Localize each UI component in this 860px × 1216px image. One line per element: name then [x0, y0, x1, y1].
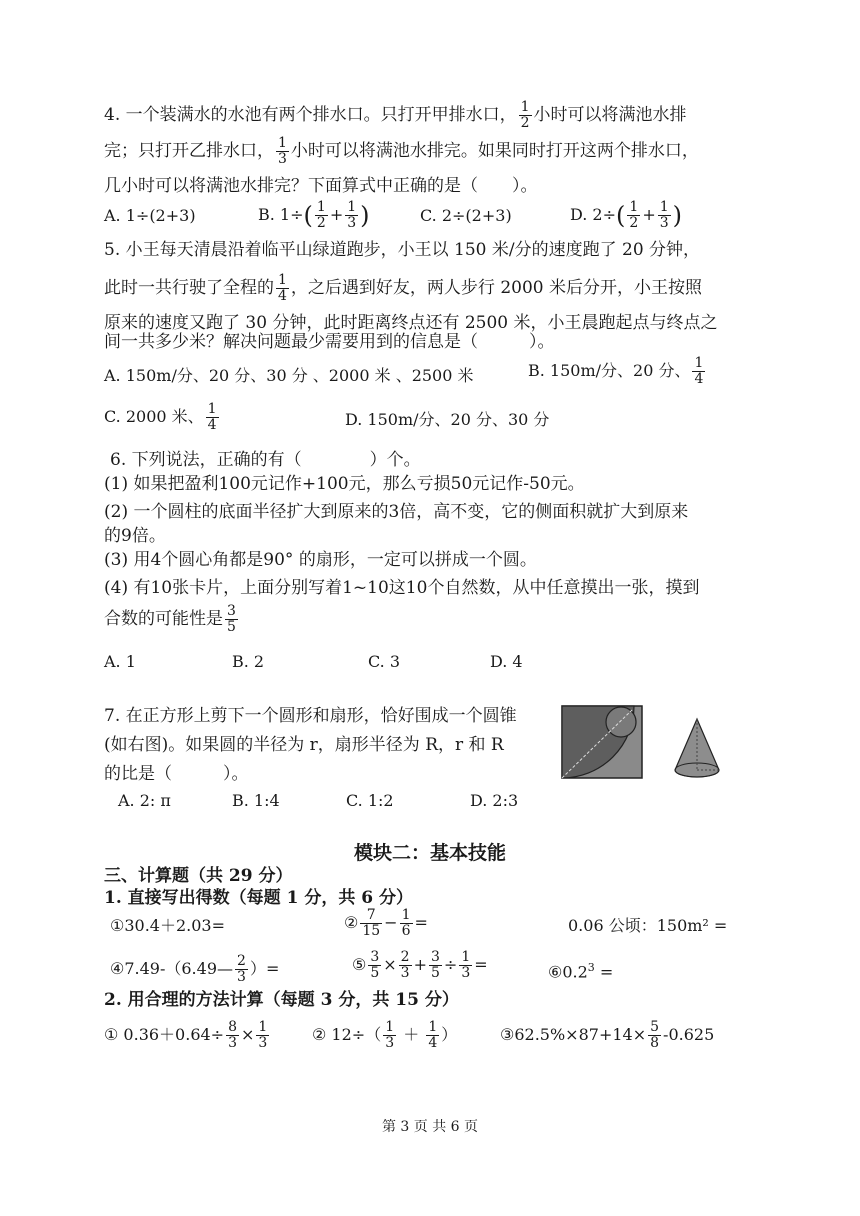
q6-statement-2b: 的9倍。	[104, 526, 166, 546]
q4-option-c: C. 2÷(2+3)	[420, 206, 512, 225]
q4-option-b: B. 1÷( $\frac{1}{2}$ + $\frac{1}{3}$ )	[258, 199, 370, 231]
q5-option-d: D. 150m/分、20 分、30 分	[345, 410, 550, 429]
q7-option-b: B. 1:4	[232, 791, 280, 810]
fraction: $\frac{1}{2}$	[520, 99, 530, 131]
q6-option-a: A. 1	[104, 652, 136, 671]
fraction: $\frac{1}{3}$	[278, 135, 287, 167]
q4-option-d: D. 2÷( $\frac{1}{2}$ + $\frac{1}{3}$ )	[570, 199, 683, 231]
q7-option-a: A. 2: π	[118, 791, 171, 810]
q7-line3: 的比是（ ）。	[104, 764, 249, 784]
cone-figure	[672, 716, 722, 780]
q6-statement-4a: (4) 有10张卡片，上面分别写着1~10这10个自然数，从中任意摸出一张，摸到	[104, 578, 700, 598]
q7-line2: (如右图)。如果圆的半径为 r，扇形半径为 R，r 和 R	[104, 735, 504, 755]
q5-option-a: A. 150m/分、20 分、30 分 、2000 米 、2500 米	[104, 366, 474, 385]
q6-statement-1: (1) 如果把盈利100元记作+100元，那么亏损50元记作-50元。	[104, 474, 585, 494]
q5-option-b: B. 150m/分、20 分、 $\frac{1}{4}$	[528, 355, 704, 387]
q6-statement-4b: 合数的可能性是 $\frac{3}{5}$	[104, 603, 236, 635]
q6-statement-2a: (2) 一个圆柱的底面半径扩大到原来的3倍，高不变，它的侧面积就扩大到原来	[104, 502, 689, 522]
calc-4: ④7.49-（6.49— $\frac{2}{3}$ ）=	[110, 953, 280, 985]
q4-option-a: A. 1÷(2+3)	[104, 206, 196, 225]
calc-6: $⑥0.2^3$ =	[548, 961, 614, 982]
q4-line3: 几小时可以将满池水排完？下面算式中正确的是（ ）。	[104, 176, 538, 196]
page-footer: 第 3 页 共 6 页	[381, 1119, 479, 1135]
q7-option-d: D. 2:3	[470, 791, 519, 810]
calc-5: ⑤ $\frac{3}{5}$ × $\frac{2}{3}$ + $\frac{3}{5}$ ÷ $\frac{1}{3}$ =	[352, 949, 488, 981]
calc-2: ② $\frac{7}{15}$ − $\frac{1}{6}$ =	[344, 907, 428, 939]
part-1-title: 1. 直接写出得数（每题 1 分，共 6 分）	[104, 888, 413, 908]
module-title: 模块二：基本技能	[353, 842, 506, 864]
calc2-3: ③62.5%×87+14× $\frac{5}{8}$ -0.625	[500, 1019, 715, 1051]
q6-option-b: B. 2	[232, 652, 265, 671]
q7-line1: 7. 在正方形上剪下一个圆形和扇形，恰好围成一个圆锥	[104, 706, 517, 726]
calc2-2: ② 12÷（ $\frac{1}{3}$ ＋ $\frac{1}{4}$ ）	[312, 1019, 458, 1051]
q5-line3: 原来的速度又跑了 30 分钟，此时距离终点还有 2500 米，小王晨跑起点与终点之	[104, 313, 718, 333]
q5-option-c: C. 2000 米、 $\frac{1}{4}$	[104, 401, 217, 433]
q6-option-d: D. 4	[490, 652, 523, 671]
q4-line1: 4. 一个装满水的水池有两个排水口。只打开甲排水口， $\frac{1}{2}$ 小时可以将满池水排	[104, 99, 687, 131]
q5-line4: 间一共多少米？解决问题最少需要用到的信息是（ ）。	[104, 332, 555, 352]
q6-line1: 6. 下列说法，正确的有（ ）个。	[110, 450, 421, 470]
part-2-title: 2. 用合理的方法计算（每题 3 分，共 15 分）	[104, 990, 459, 1010]
q6-option-c: C. 3	[368, 652, 401, 671]
q7-option-c: C. 1:2	[346, 791, 394, 810]
calc-3: 0.06 公顷：150m² =	[568, 916, 728, 935]
q5-line1: 5. 小王每天清晨沿着临平山绿道跑步，小王以 150 米/分的速度跑了 20 分钟，	[104, 240, 701, 260]
calc2-1: ① 0.36＋0.64÷ $\frac{8}{3}$ × $\frac{1}{3}$	[104, 1019, 268, 1051]
q6-statement-3: (3) 用4个圆心角都是90° 的扇形，一定可以拼成一个圆。	[104, 550, 537, 570]
square-sector-figure	[560, 704, 644, 780]
q4-line2: 完；只打开乙排水口， $\frac{1}{3}$ 小时可以将满池水排完。如果同时打开这两个排水口，	[104, 135, 699, 167]
q5-line2: 此时一共行驶了全程的 $\frac{1}{4}$ ，之后遇到好友，两人步行 2000 米后分开，小王按照	[104, 272, 702, 304]
section-3-title: 三、计算题（共 29 分）	[104, 866, 293, 886]
calc-1: ①30.4＋2.03=	[110, 916, 226, 935]
